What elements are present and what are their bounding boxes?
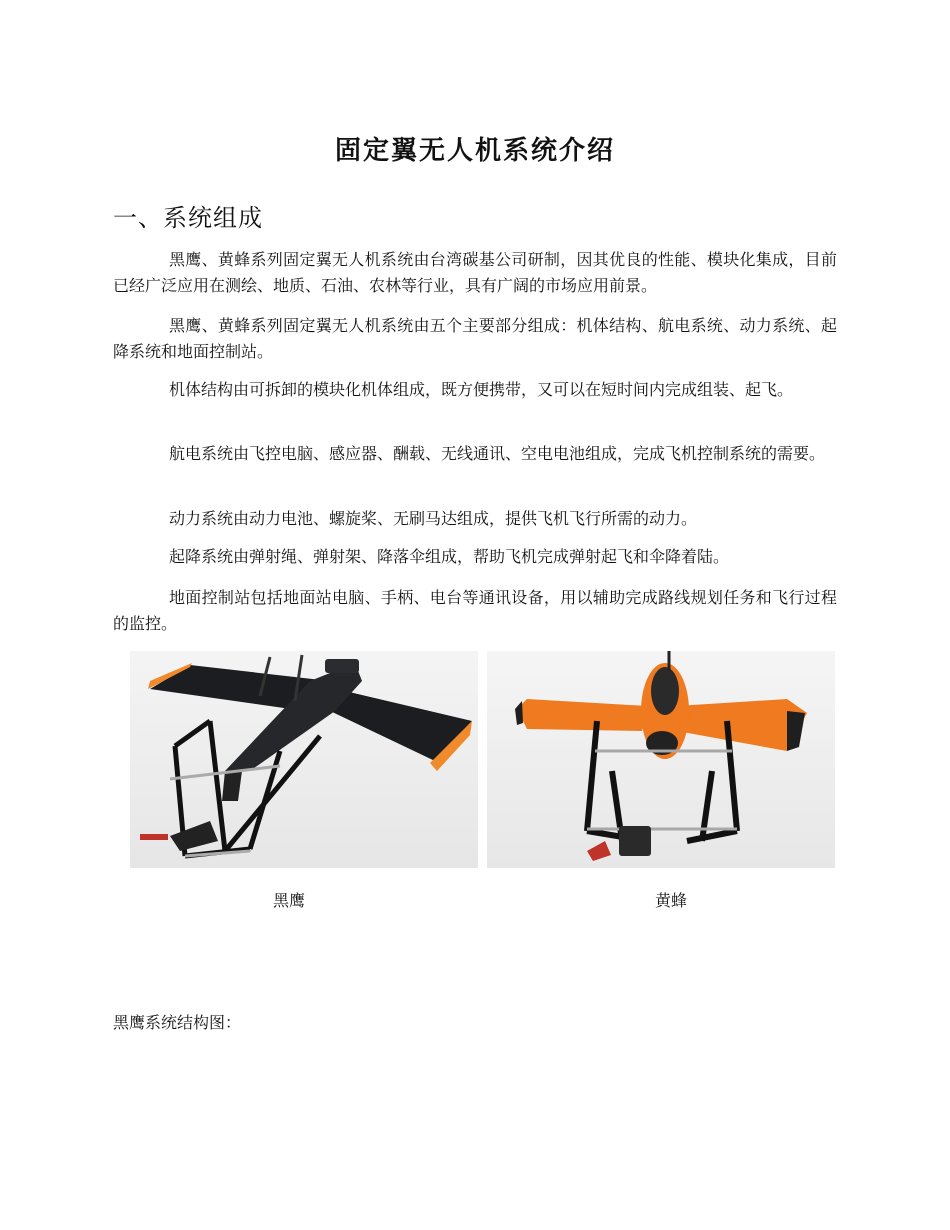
black-hawk-uav-icon (130, 651, 478, 868)
caption-hornet: 黄蜂 (654, 891, 687, 910)
black-hawk-uav-photo (130, 651, 478, 868)
document-title: 固定翼无人机系统介绍 (334, 136, 615, 166)
paragraph-avionics: 航电系统由飞控电脑、感应器、酬载、无线通讯、空电电池组成，完成飞机控制系统的需要。 (169, 444, 826, 463)
paragraph-power: 动力系统由动力电池、螺旋桨、无刷马达组成，提供飞机飞行所需的动力。 (169, 509, 698, 528)
paragraph-intro: 黑鹰、黄蜂系列固定翼无人机系统由台湾碳基公司研制，因其优良的性能、模块化集成，目前已经广泛应用在测绘、地质、石油、农林等行业，具有广阔的市场应用前景。 (113, 250, 837, 295)
paragraph-components: 黑鹰、黄蜂系列固定翼无人机系统由五个主要部分组成：机体结构、航电系统、动力系统、起降系统和地面控制站。 (113, 316, 837, 361)
section-heading: 一、系统组成 (113, 204, 263, 232)
paragraph-airframe: 机体结构由可拆卸的模块化机体组成，既方便携带，又可以在短时间内完成组装、起飞。 (169, 380, 794, 399)
hornet-uav-photo (487, 651, 835, 868)
paragraph-ground-station: 地面控制站包括地面站电脑、手柄、电台等通讯设备，用以辅助完成路线规划任务和飞行过程的监控。 (113, 588, 837, 633)
caption-black-hawk: 黑鹰 (272, 891, 305, 910)
structure-diagram-label: 黑鹰系统结构图： (113, 1013, 242, 1032)
hornet-uav-icon (487, 651, 835, 868)
paragraph-launch-recovery: 起降系统由弹射绳、弹射架、降落伞组成，帮助飞机完成弹射起飞和伞降着陆。 (169, 547, 730, 566)
